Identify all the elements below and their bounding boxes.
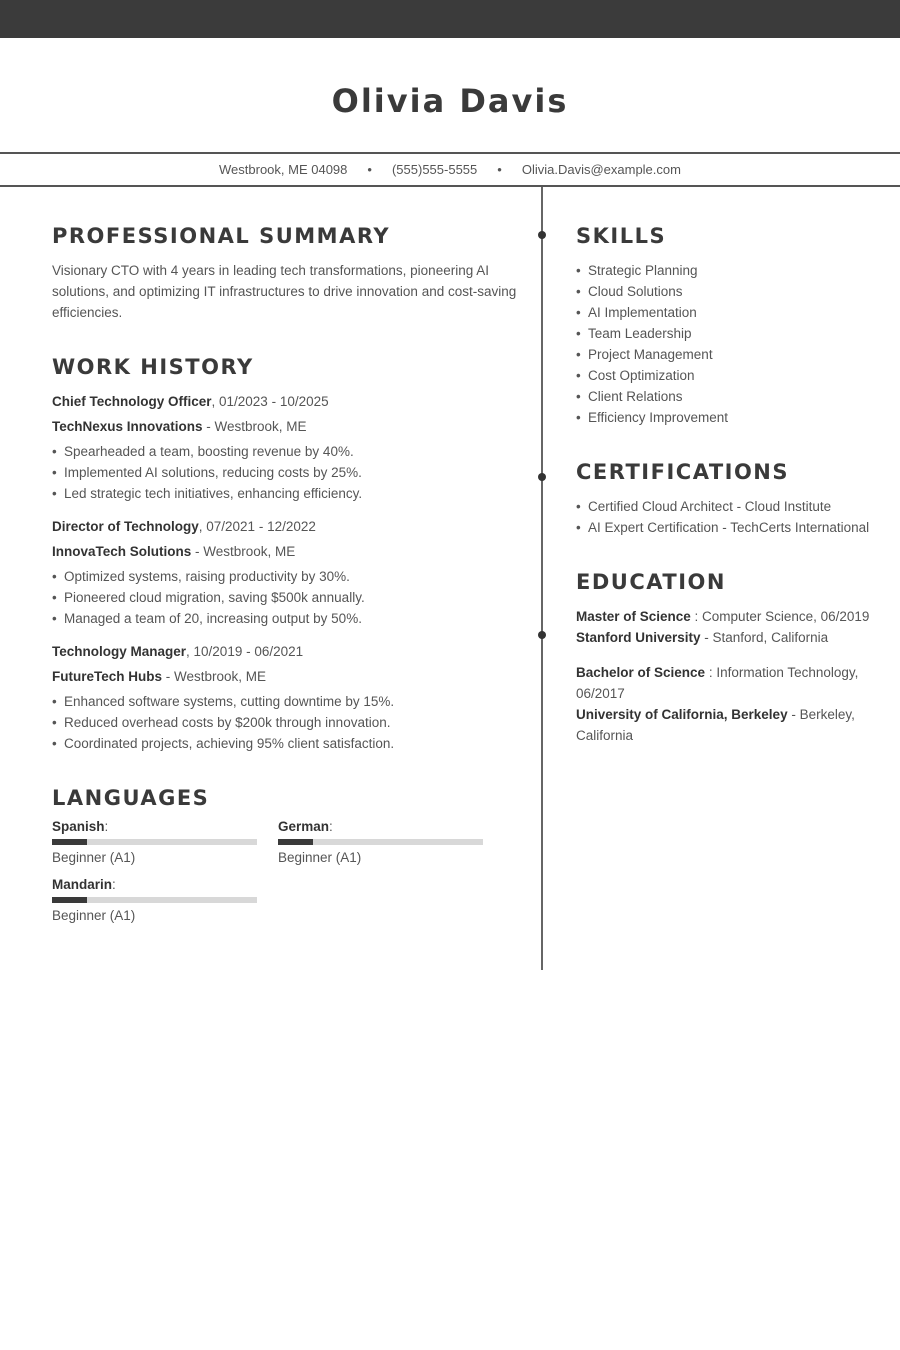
section-title: WORK HISTORY <box>52 355 254 379</box>
timeline-dot <box>538 231 546 239</box>
work-history-section <box>52 353 522 754</box>
job-bullet: • Led strategic tech initiatives, enhancing efficiency. <box>52 483 522 504</box>
proficiency-bar <box>52 897 257 903</box>
location: - Stanford, California <box>700 630 829 645</box>
language-level: Beginner (A1) <box>278 850 362 865</box>
summary-text: Visionary CTO with 4 years in leading tech transformations, pioneering AI solutions, and optimizing IT infrastructures to drive innovation and cost-saving efficiencies. <box>52 263 517 320</box>
section-title: CERTIFICATIONS <box>576 460 790 484</box>
role: Chief Technology Officer <box>52 394 212 409</box>
language-level: Beginner (A1) <box>52 908 136 923</box>
dates: , 01/2023 - 10/2025 <box>211 394 329 409</box>
candidate-name: Olivia Davis <box>331 82 569 120</box>
job-bullet: • Spearheaded a team, boosting revenue by 40%. <box>52 441 522 462</box>
section-title: LANGUAGES <box>52 786 210 810</box>
certification-item: • AI Expert Certification - TechCerts International <box>576 517 876 538</box>
skill-item: • Project Management <box>576 344 876 365</box>
location: - Westbrook, ME <box>162 669 267 684</box>
colon: : <box>112 877 116 892</box>
job-company <box>52 666 522 687</box>
dates: , 10/2019 - 06/2021 <box>186 644 304 659</box>
phone: (555)555-5555 <box>391 162 478 177</box>
skill-item: • AI Implementation <box>576 302 876 323</box>
job-company <box>52 541 522 562</box>
degree: Bachelor of Science <box>576 665 706 680</box>
section-title: SKILLS <box>576 224 667 248</box>
skill-item: • Client Relations <box>576 386 876 407</box>
timeline-dot <box>538 473 546 481</box>
language-item <box>52 816 278 868</box>
job-entry <box>52 516 522 629</box>
divider <box>0 185 900 187</box>
skill-item: • Efficiency Improvement <box>576 407 876 428</box>
section-title: PROFESSIONAL SUMMARY <box>52 224 391 248</box>
job-bullet: • Optimized systems, raising productivity by 30%. <box>52 566 522 587</box>
job-title <box>52 391 522 412</box>
location: - Westbrook, ME <box>202 419 307 434</box>
separator: • <box>497 162 502 177</box>
field: : Computer Science, 06/2019 <box>690 609 870 624</box>
certifications-section <box>576 458 876 538</box>
skill-item: • Cost Optimization <box>576 365 876 386</box>
column-divider <box>541 187 543 970</box>
proficiency-bar <box>52 839 257 845</box>
role: Director of Technology <box>52 519 199 534</box>
role: Technology Manager <box>52 644 187 659</box>
skill-item: • Team Leadership <box>576 323 876 344</box>
address: Westbrook, ME 04098 <box>219 162 348 177</box>
education-entry <box>576 606 876 648</box>
language-level: Beginner (A1) <box>52 850 136 865</box>
right-column <box>576 222 876 776</box>
school: University of California, Berkeley <box>576 707 788 722</box>
language-name: Spanish <box>52 819 105 834</box>
top-bar <box>0 0 900 38</box>
skill-item: • Strategic Planning <box>576 260 876 281</box>
job-title <box>52 516 522 537</box>
skill-item: • Cloud Solutions <box>576 281 876 302</box>
colon: : <box>329 819 333 834</box>
location: - Berkeley, California <box>576 707 855 743</box>
language-item <box>278 816 504 868</box>
job-entry <box>52 391 522 504</box>
dates: , 07/2021 - 12/2022 <box>198 519 316 534</box>
language-name: Mandarin <box>52 877 113 892</box>
education-entry <box>576 662 876 746</box>
job-bullet: • Implemented AI solutions, reducing costs by 25%. <box>52 462 522 483</box>
divider <box>0 152 900 154</box>
company: TechNexus Innovations <box>52 419 203 434</box>
colon: : <box>104 819 109 834</box>
section-title: EDUCATION <box>576 570 726 594</box>
job-bullet: • Enhanced software systems, cutting downtime by 15%. <box>52 691 522 712</box>
school: Stanford University <box>576 630 701 645</box>
certification-item: • Certified Cloud Architect - Cloud Institute <box>576 496 876 517</box>
separator: • <box>367 162 372 177</box>
field: : Information Technology, 06/2017 <box>576 665 859 701</box>
location: - Westbrook, ME <box>191 544 296 559</box>
job-company <box>52 416 522 437</box>
language-name: German <box>278 819 330 834</box>
languages-section <box>52 784 522 926</box>
job-bullet: • Pioneered cloud migration, saving $500k annually. <box>52 587 522 608</box>
proficiency-fill <box>278 839 313 845</box>
company: FutureTech Hubs <box>52 669 163 684</box>
email: Olivia.Davis@example.com <box>521 162 681 177</box>
proficiency-fill <box>52 839 87 845</box>
proficiency-bar <box>278 839 483 845</box>
left-column <box>52 222 522 956</box>
degree: Master of Science <box>576 609 691 624</box>
summary-section <box>52 222 522 323</box>
job-title <box>52 641 522 662</box>
timeline-dot <box>538 631 546 639</box>
proficiency-fill <box>52 897 87 903</box>
job-entry <box>52 641 522 754</box>
job-bullet: • Coordinated projects, achieving 95% client satisfaction. <box>52 733 522 754</box>
language-item <box>52 874 278 926</box>
job-bullet: • Reduced overhead costs by $200k through innovation. <box>52 712 522 733</box>
job-bullet: • Managed a team of 20, increasing output by 50%. <box>52 608 522 629</box>
skills-section <box>576 222 876 428</box>
company: InnovaTech Solutions <box>52 544 192 559</box>
education-section <box>576 568 876 746</box>
contact-info <box>0 162 900 177</box>
